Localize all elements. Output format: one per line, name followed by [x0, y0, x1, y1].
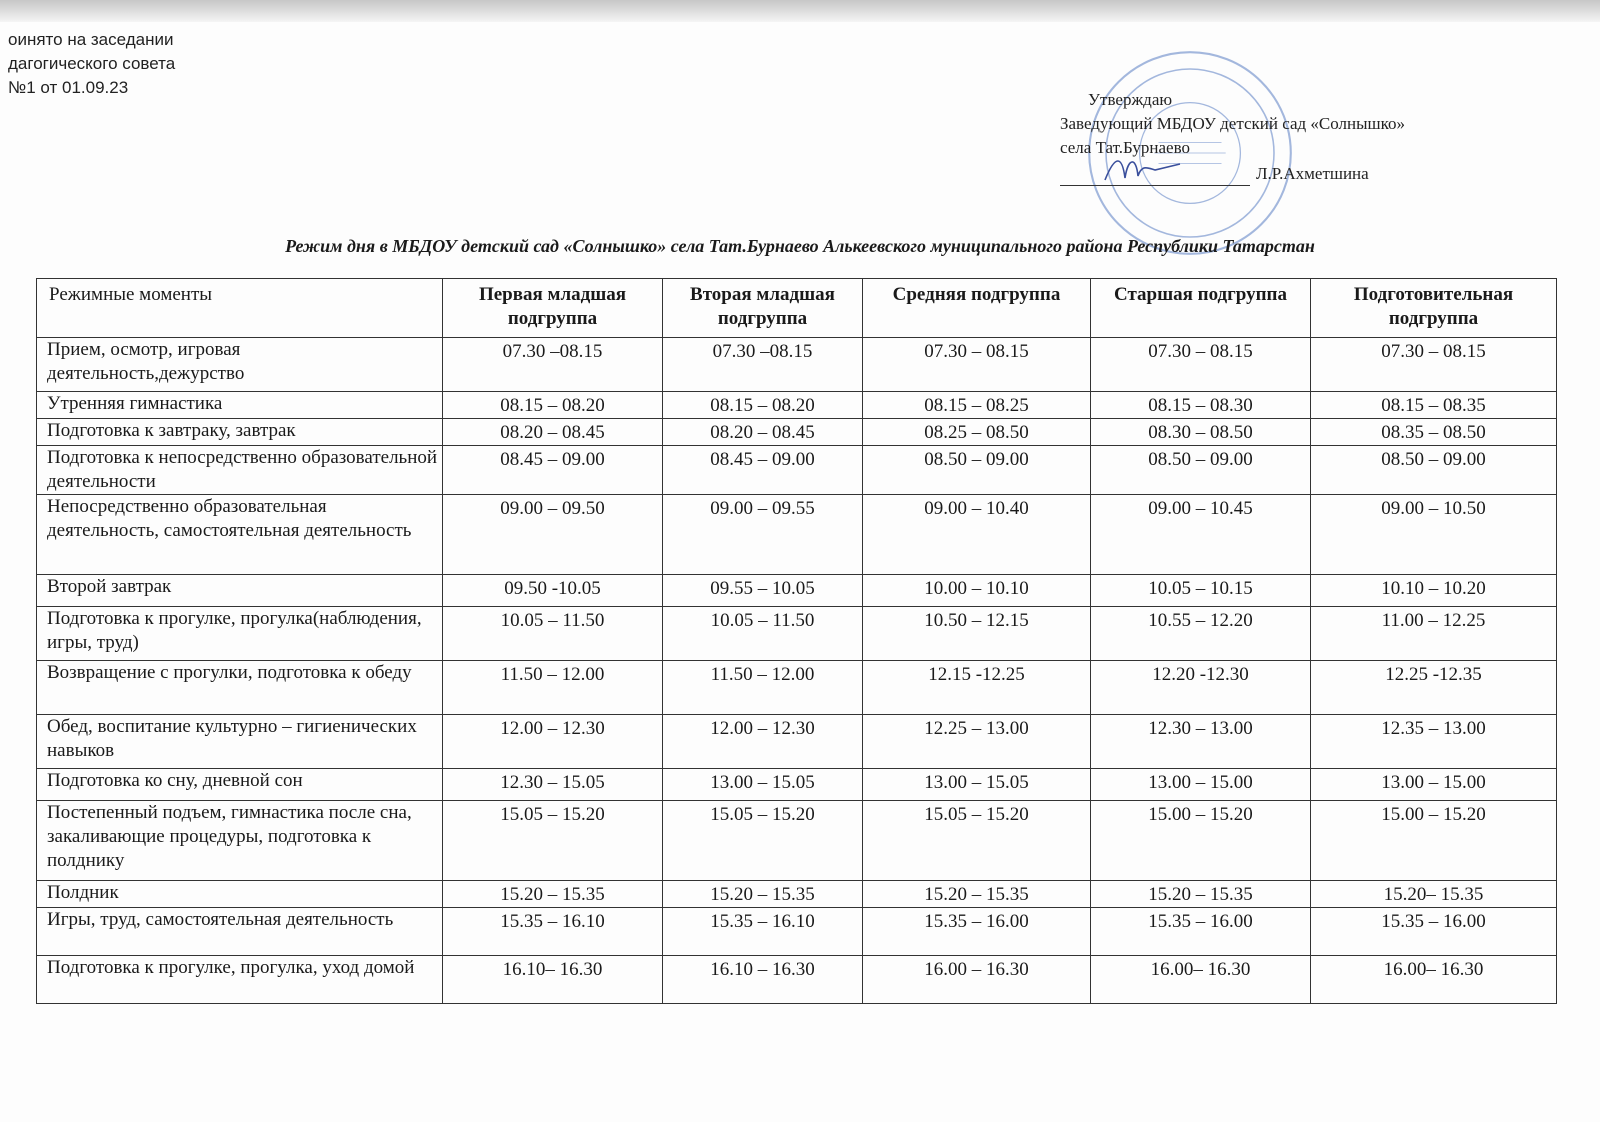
table-row: [37, 419, 1557, 446]
time-cell: 11.50 – 12.00: [443, 661, 663, 715]
adoption-line-3: №1 от 01.09.23: [8, 78, 129, 97]
time-cell: 09.00 – 10.45: [1091, 495, 1311, 575]
time-cell: 09.00 – 10.50: [1311, 495, 1557, 575]
regime-moment-cell: Подготовка к завтраку, завтрак: [37, 419, 443, 446]
time-cell: 08.20 – 08.45: [443, 419, 663, 446]
time-cell: 16.00– 16.30: [1311, 956, 1557, 1004]
time-cell: 13.00 – 15.05: [663, 769, 863, 801]
time-cell: 15.05 – 15.20: [443, 801, 663, 881]
regime-moment-cell: Подготовка к непосредственно образовательной деятельности: [37, 446, 443, 495]
time-cell: 07.30 – 08.15: [863, 338, 1091, 392]
head-position: Заведующий МБДОУ детский сад «Солнышко»: [1060, 114, 1406, 133]
time-cell: 16.00– 16.30: [1091, 956, 1311, 1004]
time-cell: 15.05 – 15.20: [663, 801, 863, 881]
time-cell: 15.20– 15.35: [1311, 881, 1557, 908]
time-cell: 08.50 – 09.00: [1311, 446, 1557, 495]
regime-moment-cell: Полдник: [37, 881, 443, 908]
time-cell: 12.35 – 13.00: [1311, 715, 1557, 769]
regime-moment-cell: Игры, труд, самостоятельная деятельность: [37, 908, 443, 956]
village-name: села Тат.Бурнаево: [1060, 138, 1190, 157]
time-cell: 15.20 – 15.35: [1091, 881, 1311, 908]
time-cell: 15.35 – 16.10: [443, 908, 663, 956]
time-cell: 10.55 – 12.20: [1091, 607, 1311, 661]
time-cell: 09.00 – 09.50: [443, 495, 663, 575]
time-cell: 08.45 – 09.00: [443, 446, 663, 495]
time-cell: 15.35 – 16.10: [663, 908, 863, 956]
time-cell: 15.20 – 15.35: [663, 881, 863, 908]
regime-moment-cell: Постепенный подъем, гимнастика после сна, закаливающие процедуры, подготовка к полднику: [37, 801, 443, 881]
time-cell: 08.15 – 08.25: [863, 392, 1091, 419]
time-cell: 08.30 – 08.50: [1091, 419, 1311, 446]
time-cell: 08.50 – 09.00: [863, 446, 1091, 495]
table-row: [37, 661, 1557, 715]
adoption-note: [8, 28, 175, 100]
time-cell: 07.30 – 08.15: [1311, 338, 1557, 392]
time-cell: 09.00 – 09.55: [663, 495, 863, 575]
time-cell: 08.15 – 08.20: [663, 392, 863, 419]
handwritten-signature: [1100, 150, 1190, 186]
time-cell: 09.55 – 10.05: [663, 575, 863, 607]
table-row: [37, 801, 1557, 881]
time-cell: 08.20 – 08.45: [663, 419, 863, 446]
table-row: [37, 446, 1557, 495]
time-cell: 12.25 – 13.00: [863, 715, 1091, 769]
adoption-line-2: дагогического совета: [8, 54, 176, 73]
time-cell: 10.05 – 11.50: [663, 607, 863, 661]
time-cell: 15.35 – 16.00: [1311, 908, 1557, 956]
table-row: [37, 908, 1557, 956]
time-cell: 16.10– 16.30: [443, 956, 663, 1004]
regime-moment-cell: Подготовка ко сну, дневной сон: [37, 769, 443, 801]
daily-schedule-table: [36, 278, 1557, 1004]
time-cell: 07.30 –08.15: [663, 338, 863, 392]
time-cell: 15.00 – 15.20: [1311, 801, 1557, 881]
time-cell: 07.30 –08.15: [443, 338, 663, 392]
time-cell: 07.30 – 08.15: [1091, 338, 1311, 392]
time-cell: 12.30 – 13.00: [1091, 715, 1311, 769]
time-cell: 15.35 – 16.00: [863, 908, 1091, 956]
header-cell: Подготовительная подгруппа: [1311, 279, 1557, 338]
approve-label: Утверждаю: [1088, 90, 1173, 109]
regime-moment-cell: Обед, воспитание культурно – гигиенических навыков: [37, 715, 443, 769]
table-body: [37, 338, 1557, 1004]
table-row: [37, 392, 1557, 419]
time-cell: 16.10 – 16.30: [663, 956, 863, 1004]
table-row: [37, 715, 1557, 769]
time-cell: 12.00 – 12.30: [443, 715, 663, 769]
time-cell: 10.10 – 10.20: [1311, 575, 1557, 607]
table-row: [37, 881, 1557, 908]
time-cell: 16.00 – 16.30: [863, 956, 1091, 1004]
time-cell: 15.20 – 15.35: [443, 881, 663, 908]
regime-moment-cell: Подготовка к прогулке, прогулка, уход домой: [37, 956, 443, 1004]
time-cell: 12.25 -12.35: [1311, 661, 1557, 715]
time-cell: 11.00 – 12.25: [1311, 607, 1557, 661]
scan-edge-band: [0, 0, 1600, 22]
head-name: Л.Р.Ахметшина: [1256, 164, 1369, 183]
time-cell: 08.15 – 08.30: [1091, 392, 1311, 419]
time-cell: 09.50 -10.05: [443, 575, 663, 607]
time-cell: 08.45 – 09.00: [663, 446, 863, 495]
time-cell: 15.00 – 15.20: [1091, 801, 1311, 881]
regime-moment-cell: Второй завтрак: [37, 575, 443, 607]
time-cell: 08.15 – 08.20: [443, 392, 663, 419]
regime-moment-cell: Утренняя гимнастика: [37, 392, 443, 419]
header-cell: Средняя подгруппа: [863, 279, 1091, 338]
table-row: [37, 495, 1557, 575]
time-cell: 13.00 – 15.05: [863, 769, 1091, 801]
table-header-row: [37, 279, 1557, 338]
time-cell: 12.30 – 15.05: [443, 769, 663, 801]
header-cell: Первая младшая подгруппа: [443, 279, 663, 338]
table-row: [37, 769, 1557, 801]
document-title: Режим дня в МБДОУ детский сад «Солнышко» села Тат.Бурнаево Алькеевского муниципального района Республики Татарстан: [285, 236, 1315, 256]
adoption-line-1: оинято на заседании: [8, 30, 174, 49]
header-cell: Старшая подгруппа: [1091, 279, 1311, 338]
time-cell: 11.50 – 12.00: [663, 661, 863, 715]
regime-moment-cell: Возвращение с прогулки, подготовка к обеду: [37, 661, 443, 715]
time-cell: 13.00 – 15.00: [1311, 769, 1557, 801]
time-cell: 15.20 – 15.35: [863, 881, 1091, 908]
time-cell: 08.15 – 08.35: [1311, 392, 1557, 419]
time-cell: 13.00 – 15.00: [1091, 769, 1311, 801]
time-cell: 09.00 – 10.40: [863, 495, 1091, 575]
time-cell: 10.50 – 12.15: [863, 607, 1091, 661]
time-cell: 12.15 -12.25: [863, 661, 1091, 715]
table-row: [37, 956, 1557, 1004]
table-row: [37, 607, 1557, 661]
time-cell: 15.35 – 16.00: [1091, 908, 1311, 956]
time-cell: 08.35 – 08.50: [1311, 419, 1557, 446]
regime-moment-cell: Непосредственно образовательная деятельность, самостоятельная деятельность: [37, 495, 443, 575]
table-row: [37, 575, 1557, 607]
time-cell: 15.05 – 15.20: [863, 801, 1091, 881]
time-cell: 10.00 – 10.10: [863, 575, 1091, 607]
time-cell: 08.25 – 08.50: [863, 419, 1091, 446]
regime-moment-cell: Прием, осмотр, игровая деятельность,дежурство: [37, 338, 443, 392]
time-cell: 10.05 – 10.15: [1091, 575, 1311, 607]
regime-moment-cell: Подготовка к прогулке, прогулка(наблюдения, игры, труд): [37, 607, 443, 661]
time-cell: 12.20 -12.30: [1091, 661, 1311, 715]
time-cell: 08.50 – 09.00: [1091, 446, 1311, 495]
time-cell: 12.00 – 12.30: [663, 715, 863, 769]
header-cell: Режимные моменты: [37, 279, 443, 338]
time-cell: 10.05 – 11.50: [443, 607, 663, 661]
header-cell: Вторая младшая подгруппа: [663, 279, 863, 338]
table-row: [37, 338, 1557, 392]
